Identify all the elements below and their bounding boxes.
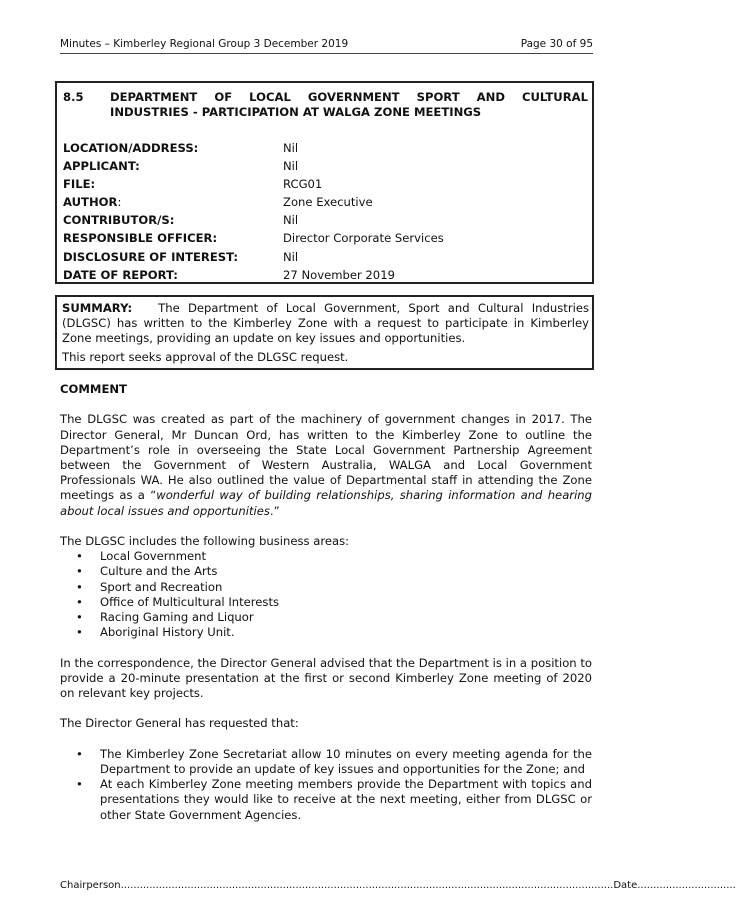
comment-paragraph-1: The DLGSC was created as part of the machinery of government changes in 2017. The Director General, Mr Duncan Ord, has written to the Kimberley Zone to outline the Department’s role in overseeing the State Local Government Partnership Agreement between the Government of Western Australia, WALGA and Local Government Professionals WA. He also outlined the value of Departmental staff in attending the Zone meetings as a “wonderful way of building relationships, sharing information and hearing about local issues and opportunities.” [60,412,592,518]
list-item: • Sport and Recreation [60,580,592,595]
summary-text: The Department of Local Government, Sport and Cultural Industries (DLGSC) has written to the Kimberley Zone with a request to participate in Kimberley Zone meetings, providing an update on key issues and opportunities. [62,301,589,346]
item-title-text: DEPARTMENT OF LOCAL GOVERNMENT SPORT AND CULTURAL INDUSTRIES - PARTICIPATION AT WALGA ZONE MEETINGS [110,90,588,119]
list-item: • Office of Multicultural Interests [60,595,592,610]
header-rule [60,53,593,54]
comment-paragraph-2: The DLGSC includes the following business areas: [60,534,350,548]
list-item: • The Kimberley Zone Secretariat allow 10 minutes on every meeting agenda for the Department to provide an update of key issues and opportunities for the Zone; and [60,747,592,777]
requests-list [60,747,592,823]
summary-label: SUMMARY: [62,301,133,315]
page-number: Page 30 of 95 [520,38,593,50]
business-areas-list [60,549,592,640]
item-title [63,90,588,120]
chairperson-line: ........................................................................................................................................................... [120,880,614,891]
detail-row: APPLICANT: Nil [63,159,299,174]
page-header [60,38,593,50]
comment-heading: COMMENT [60,382,127,396]
comment-paragraph-4: The Director General has requested that: [60,716,299,731]
detail-row: FILE: RCG01 [63,177,323,192]
list-item: • At each Kimberley Zone meeting members provide the Department with topics and presentations they would like to receive at the next meeting, either from DLGSC or other State Government Agencies. [60,777,592,823]
chairperson-label: Chairperson [60,880,121,891]
summary [62,301,589,365]
summary-box [55,295,594,370]
detail-row: CONTRIBUTOR/S: Nil [63,213,299,228]
list-item: • Racing Gaming and Liquor [60,610,592,625]
comment-paragraph-3: In the correspondence, the Director General advised that the Department is in a position to provide a 20-minute presentation at the first or second Kimberley Zone meeting of 2020 on relevant key projects. [60,655,592,701]
detail-row: DATE OF REPORT: 27 November 2019 [63,267,395,282]
date-line: ............................... [637,880,736,891]
detail-row: RESPONSIBLE OFFICER: Director Corporate Services [63,231,444,246]
details-table [63,139,588,284]
detail-row: AUTHOR: Zone Executive [63,195,373,210]
signature-footer [60,880,736,891]
list-item: • Aboriginal History Unit. [60,625,592,640]
list-item: • Local Government [60,549,592,564]
summary-text-2: This report seeks approval of the DLGSC request. [62,349,349,364]
list-item: • Culture and the Arts [60,564,592,579]
date-label: Date [613,880,638,891]
item-number: 8.5 [63,90,84,104]
header-title: Minutes – Kimberley Regional Group 3 December 2019 [60,38,349,50]
detail-row: LOCATION/ADDRESS: Nil [63,141,299,155]
comment-section [60,382,592,823]
detail-row: DISCLOSURE OF INTEREST: Nil [63,249,299,264]
item-details-box [55,81,594,284]
